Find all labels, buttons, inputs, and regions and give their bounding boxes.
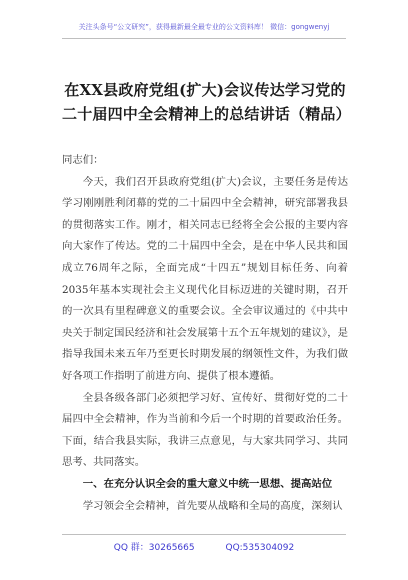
section-heading: 一、在充分认识全会的重大意义中统一思想、提高站位 <box>82 477 333 490</box>
salutation: 同志们： <box>62 154 104 166</box>
footer-qq-number: QQ:535304092 <box>225 543 295 553</box>
footer <box>0 540 408 553</box>
header-banner: 关注头条号“公文研究”，获得最新最全最专业的公文资料库！ 微信：gongwenyj <box>78 23 330 31</box>
footer-qq-group: QQ 群：30265665 <box>113 543 195 553</box>
document-body <box>62 150 348 517</box>
paragraph: 今天，我们召开县政府党组(扩大)会议，主要任务是传达学习刚刚胜利闭幕的党的二十届四中全会精神，研究部署我县的贯彻落实工作。刚才，相关同志已经将全会公报的主要内容向大家作了传达。党的二十届四中全会，是在中华人民共和国成立76周年之际，全面完成“十四五”规划目标任务、向着2035年基本实现社会主义现代化目标迈进的关键时期，召开的一次具有里程碑意义的重要会议。全会审议通过的《中共中央关于制定国民经济和社会发展第十五个五年规划的建议》，是指导我国未来五年乃至更长时期发展的纲领性文件，为我们做好各项工作指明了前进方向、提供了根本遵循。 <box>62 175 348 382</box>
paragraph: 全县各级各部门必须把学习好、宣传好、贯彻好党的二十届四中全会精神，作为当前和今后一个时期的首要政治任务。下面，结合我县实际，我讲三点意见，与大家共同学习、共同思考、共同落实。 <box>62 391 348 469</box>
footer-divider <box>62 534 346 535</box>
paragraph: 学习领会全会精神，首先要从战略和全局的高度，深刻认 <box>82 499 343 512</box>
document-title: 在XX县政府党组(扩大)会议传达学习党的二十届四中全会精神上的总结讲话（精品） <box>62 81 351 123</box>
header-divider <box>62 38 346 39</box>
